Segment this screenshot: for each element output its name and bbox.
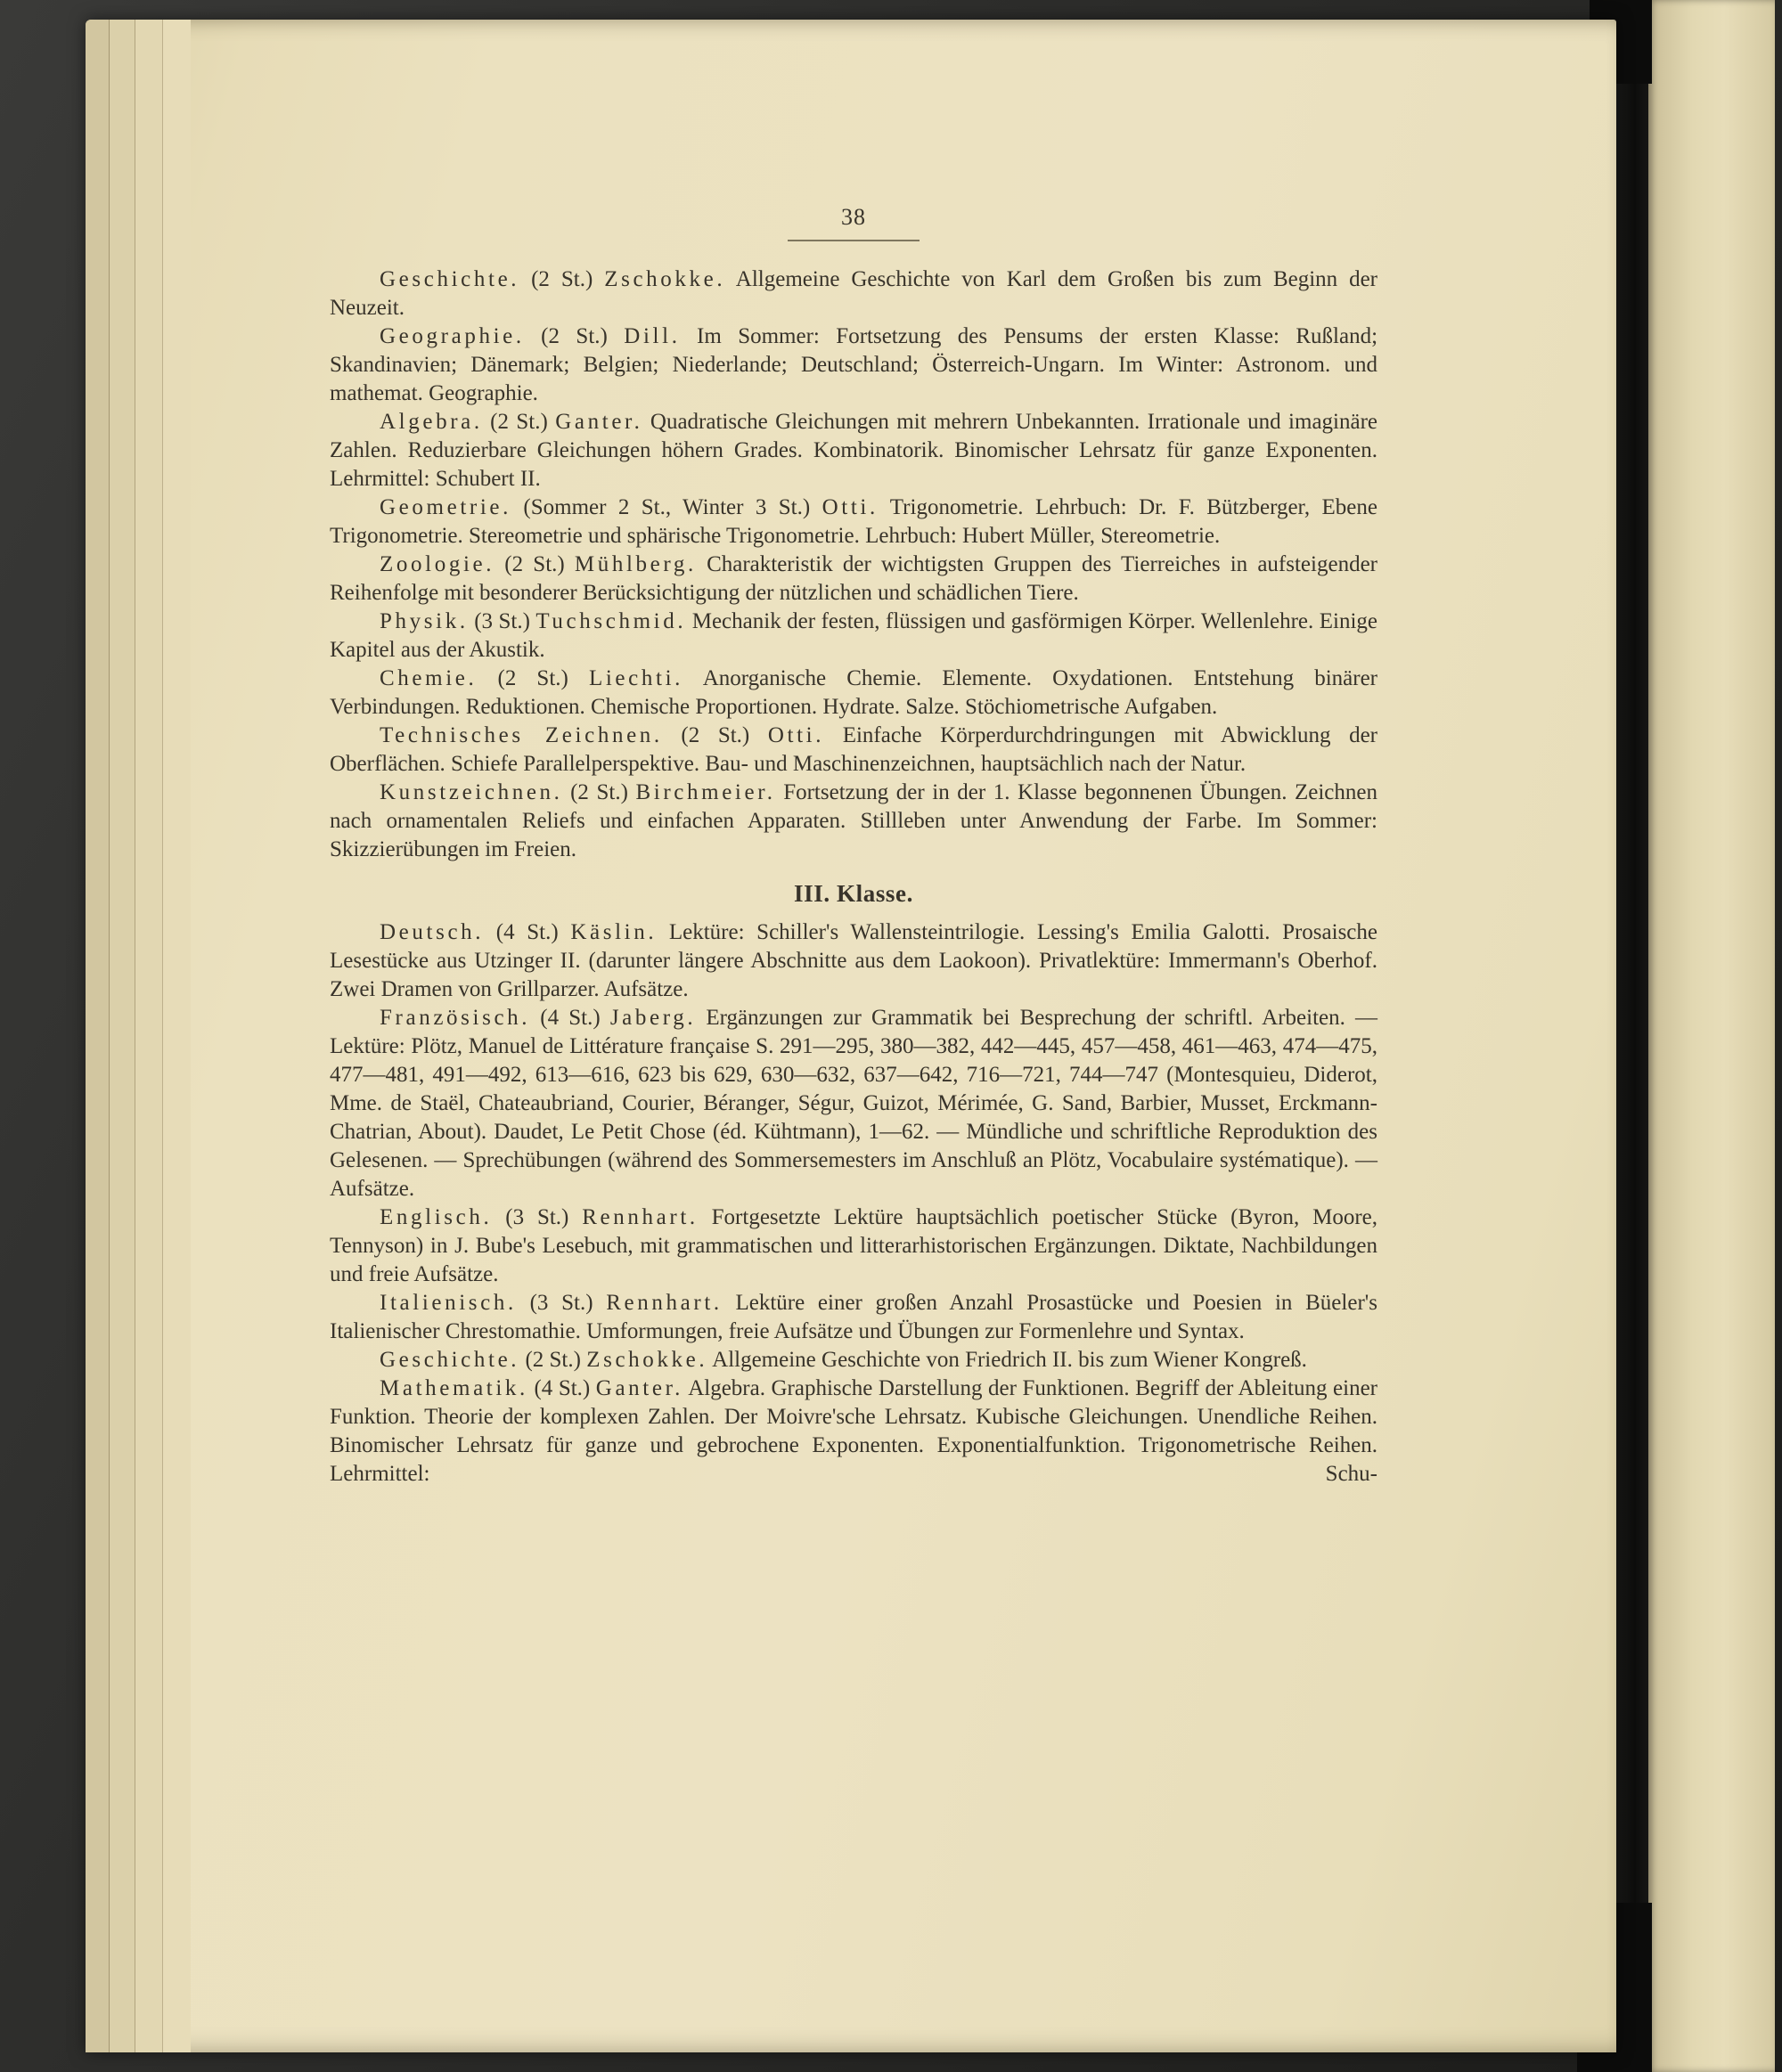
spaced-term: Italienisch.: [380, 1291, 517, 1315]
spaced-term: Ganter.: [555, 410, 643, 434]
paragraph: [330, 779, 1377, 864]
body-text: (2 St.): [562, 780, 636, 804]
spaced-term: Birchmeier.: [635, 780, 776, 804]
body-text: (2 St.): [524, 324, 625, 348]
section-heading: III. Klasse.: [794, 880, 913, 907]
body-text: Ergänzungen zur Grammatik bei Besprechung der schriftl. Arbeiten. — Lektüre: Plötz, Manuel de Littérature française S. 291—295, 380—382, 442—445, 457—458, 461—463, 474—475, 477—481, 491—492, 613—616, 623 bis 629, 630—632, 637—642, 716—721, 744—747 (Montesquieu, Diderot, Mme. de Staël, Chateaubriand, Courier, Béranger, Ségur, Guizot, Mérimée, G. Sand, Barbier, Musset, Erckmann-Chatrian, About). Daudet, Le Petit Chose (éd. Kühtmann), 1—62. — Mündliche und schriftliche Reproduktion des Gelesenen. — Sprechübungen (während des Sommersemesters im Anschluß an Plötz, Vocabulaire systématique). — Aufsätze.: [330, 1006, 1377, 1201]
body-text: Allgemeine Geschichte von Karl dem Großen bis zum Beginn der Neuzeit.: [330, 267, 1378, 320]
paragraph: [330, 665, 1377, 722]
body-text: Lektüre einer großen Anzahl Prosastücke und Poesien in Büeler's Italienischer Chrestomathie. Umformungen, freie Aufsätze und Übungen zur Formenlehre und Syntax.: [330, 1291, 1378, 1343]
spaced-term: Kunstzeichnen.: [380, 780, 563, 804]
body-text: Allgemeine Geschichte von Friedrich II. bis zum Wiener Kongreß.: [707, 1348, 1307, 1372]
text-column: [330, 203, 1377, 1489]
body-text: Quadratische Gleichungen mit mehrern Unbekannten. Irrationale und imaginäre Zahlen. Reduzierbare Gleichungen höhern Grades. Kombinatorik. Binomischer Lehrsatz für ganze Exponenten. Lehrmittel: Schubert II.: [330, 410, 1378, 491]
body-text: (2 St.): [519, 267, 605, 291]
paragraph: [330, 322, 1377, 408]
body-text: Lektüre: Schiller's Wallensteintrilogie. Lessing's Emilia Galotti. Prosaische Lesestücke aus Utzinger II. (darunter längere Abschnitte aus dem Laokoon). Privatlektüre: Immermann's Oberhof. Zwei Dramen von Grillparzer. Aufsätze.: [330, 920, 1377, 1001]
spaced-term: Geschichte.: [380, 1348, 520, 1372]
spaced-term: Geschichte.: [380, 267, 520, 291]
spaced-term: Algebra.: [380, 410, 483, 434]
spaced-term: Ganter.: [595, 1376, 684, 1400]
spaced-term: Tuchschmid.: [535, 609, 687, 633]
spaced-term: Jaberg.: [609, 1006, 697, 1030]
page-edge: [135, 20, 163, 2052]
body-text: (3 St.): [492, 1205, 583, 1229]
spaced-term: Zschokke.: [604, 267, 726, 291]
body-text: (2 St.): [662, 723, 768, 747]
page-number-rule: [788, 240, 920, 241]
spaced-term: Französisch.: [380, 1006, 531, 1030]
page-header: [330, 203, 1377, 241]
paragraph: [330, 918, 1377, 1004]
spaced-term: Otti.: [767, 723, 825, 747]
book-gutter-shadow: [1614, 0, 1648, 2072]
body-text: (4 St.): [484, 920, 571, 944]
spaced-term: Deutsch.: [380, 920, 485, 944]
paragraphs-part2: [330, 918, 1377, 1489]
spaced-term: Chemie.: [380, 666, 478, 690]
spaced-term: Geometrie.: [380, 495, 512, 519]
spaced-term: Otti.: [822, 495, 879, 519]
body-text: Fortsetzung der in der 1. Klasse begonnenen Übungen. Zeichnen nach ornamentalen Reliefs und einfachen Apparaten. Stillleben unter Anwendung der Farbe. Im Sommer: Skizzierübungen im Freien.: [330, 780, 1377, 861]
page-edge: [110, 20, 135, 2052]
paragraph: [330, 1203, 1377, 1289]
spaced-term: Geographie.: [380, 324, 525, 348]
body-text: (Sommer 2 St., Winter 3 St.): [511, 495, 822, 519]
spaced-term: Rennhart.: [582, 1205, 699, 1229]
body-text: Anorganische Chemie. Elemente. Oxydationen. Entstehung binärer Verbindungen. Reduktionen. Chemische Proportionen. Hydrate. Salze. Stöchiometrische Aufgaben.: [330, 666, 1377, 719]
body-text: (2 St.): [519, 1348, 587, 1372]
page-edge-stack: [86, 20, 191, 2052]
paragraph: [330, 494, 1377, 551]
spaced-term: Käslin.: [570, 920, 658, 944]
paragraph: [330, 722, 1377, 779]
page-edge: [86, 20, 110, 2052]
body-text: Im Sommer: Fortsetzung des Pensums der ersten Klasse: Rußland; Skandinavien; Dänemark; Belgien; Niederlande; Deutschland; Österreich-Ungarn. Im Winter: Astronom. und mathemat. Geographie.: [330, 324, 1378, 405]
spaced-term: Englisch.: [380, 1205, 493, 1229]
body-text: (2 St.): [482, 410, 556, 434]
paragraph: [330, 265, 1377, 322]
body-text: (4 St.): [530, 1006, 610, 1030]
body-text: (2 St.): [477, 666, 589, 690]
spaced-term: Technisches Zeichnen.: [380, 723, 663, 747]
paragraph: [330, 1289, 1377, 1346]
body-text: Einfache Körperdurchdringungen mit Abwicklung der Oberflächen. Schiefe Parallelperspektive. Bau- und Maschinenzeichnen, hauptsächlich nach der Natur.: [330, 723, 1377, 776]
body-text: (3 St.): [516, 1291, 607, 1315]
spaced-term: Mühlberg.: [574, 552, 697, 576]
body-text: Fortgesetzte Lektüre hauptsächlich poetischer Stücke (Byron, Moore, Tennyson) in J. Bube's Lesebuch, mit grammatischen und litterarhistorischen Ergänzungen. Diktate, Nachbildungen und freie Aufsätze.: [330, 1205, 1377, 1286]
paragraph: [330, 551, 1377, 608]
page-edge: [163, 20, 191, 2052]
paragraph: [330, 608, 1377, 665]
body-text: (3 St.): [468, 609, 536, 633]
book-page: [86, 20, 1616, 2052]
adjacent-page-edge: [1648, 0, 1775, 2072]
body-text: Charakteristik der wichtigsten Gruppen des Tierreiches in aufsteigender Reihenfolge mit besonderer Berücksichtigung der nützlichen und schädlichen Tiere.: [330, 552, 1377, 605]
body-text: Algebra. Graphische Darstellung der Funktionen. Begriff der Ableitung einer Funktion. Theorie der komplexen Zahlen. Der Moivre'sche Lehrsatz. Kubische Gleichungen. Unendliche Reihen. Binomischer Lehrsatz für ganze und gebrochene Exponenten. Exponentialfunktion. Trigonometrische Reihen. Lehrmittel: Schu-: [330, 1376, 1377, 1486]
spaced-term: Liechti.: [588, 666, 684, 690]
page-number: 38: [841, 204, 866, 230]
spaced-term: Rennhart.: [606, 1291, 723, 1315]
spaced-term: Mathematik.: [380, 1376, 528, 1400]
paragraphs-part1: [330, 265, 1377, 864]
paragraph: [330, 408, 1377, 494]
spaced-term: Physik.: [380, 609, 469, 633]
paragraph: [330, 1004, 1377, 1203]
body-text: (2 St.): [495, 552, 575, 576]
body-text: Mechanik der festen, flüssigen und gasförmigen Körper. Wellenlehre. Einige Kapitel aus der Akustik.: [330, 609, 1377, 662]
body-text: Trigonometrie. Lehrbuch: Dr. F. Bützberger, Ebene Trigonometrie. Stereometrie und sphärische Trigonometrie. Lehrbuch: Hubert Müller, Stereometrie.: [330, 495, 1377, 548]
paragraph: [330, 1346, 1377, 1375]
spaced-term: Dill.: [624, 324, 681, 348]
paragraph: [330, 1375, 1377, 1489]
spaced-term: Zoologie.: [380, 552, 495, 576]
spaced-term: Zschokke.: [586, 1348, 708, 1372]
body-text: (4 St.): [527, 1376, 596, 1400]
